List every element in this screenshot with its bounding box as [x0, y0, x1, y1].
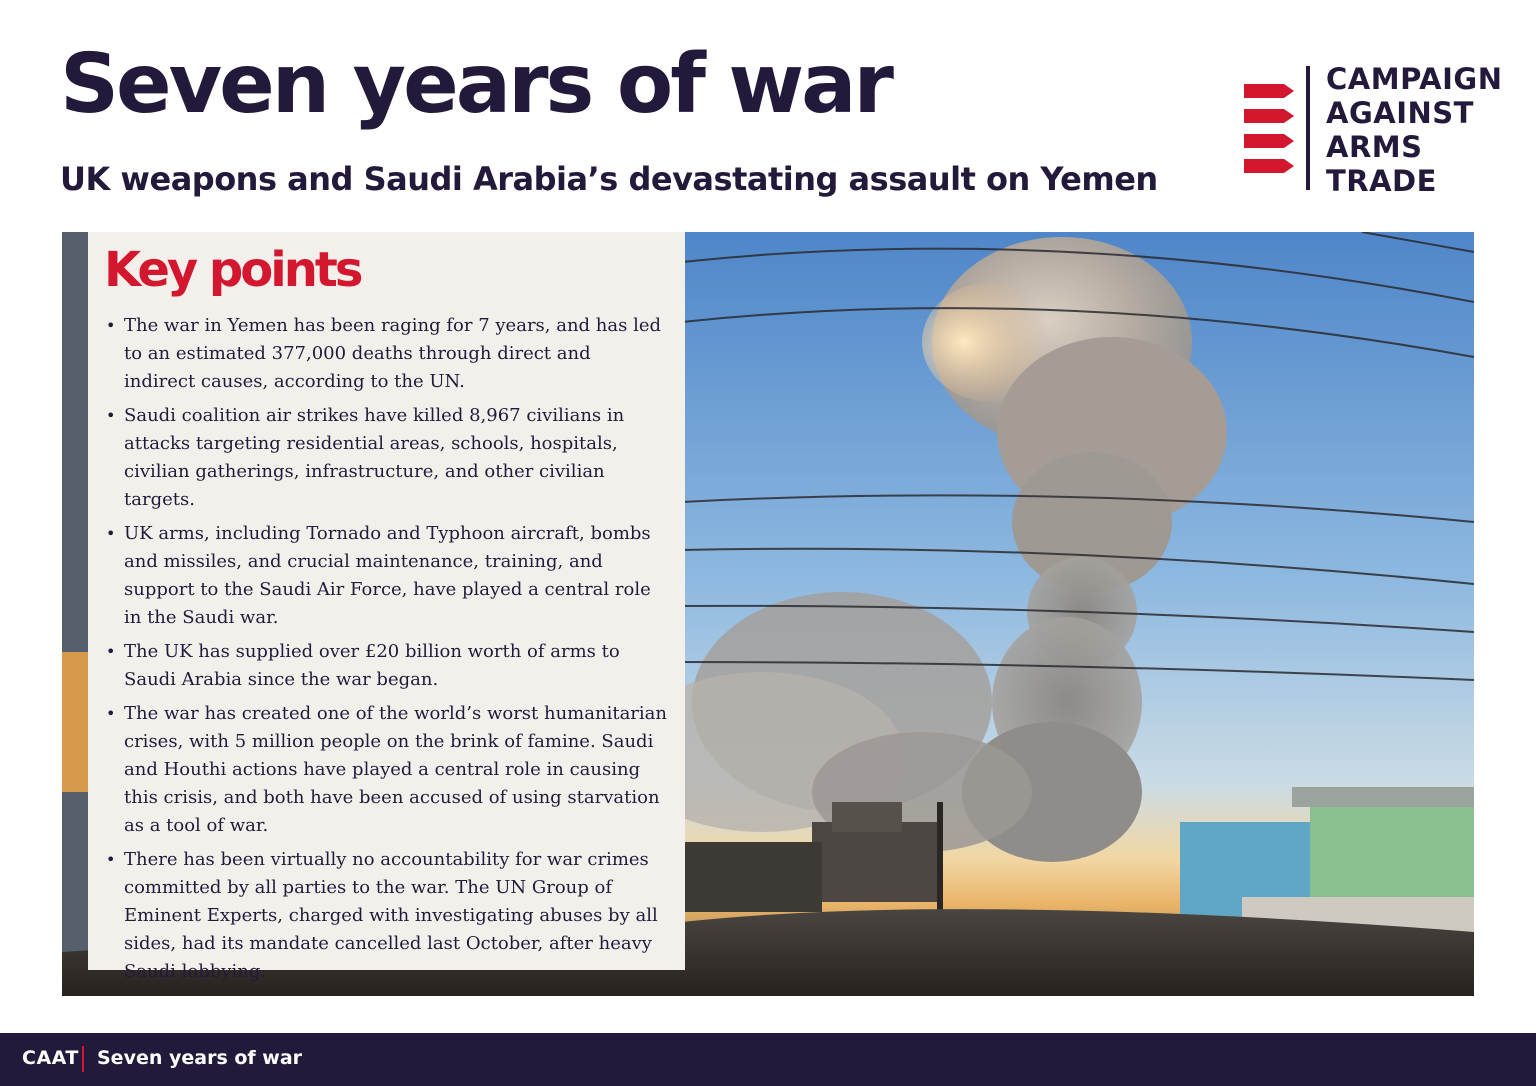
key-point-item: • The war in Yemen has been raging for 7 years, and has led to an estimated 377,000 deaths through direct and indirect causes, according to the UN. — [104, 312, 667, 396]
caat-logo — [1240, 62, 1503, 198]
logo-line-4: TRADE — [1326, 164, 1437, 198]
key-point-item: • The UK has supplied over £20 billion worth of arms to Saudi Arabia since the war began. — [104, 638, 667, 694]
footer-divider — [82, 1046, 84, 1072]
footer-bar — [0, 1033, 1536, 1086]
logo-line-1: CAMPAIGN — [1326, 62, 1503, 96]
key-points-panel — [88, 232, 685, 982]
key-points-list — [104, 312, 667, 986]
key-point-item: • There has been virtually no accountability for war crimes committed by all parties to the war. The UN Group of Eminent Experts, charged with investigating abuses by all sides, had its mandate cancelled last October, after heavy Saudi lobbying. — [104, 846, 667, 986]
logo-stripes-icon — [1244, 84, 1294, 174]
logo-divider — [1306, 66, 1310, 190]
logo-line-3: ARMS — [1326, 130, 1423, 164]
page-title: Seven years of war — [60, 37, 891, 132]
logo-wordmark — [1326, 62, 1503, 198]
key-point-item: • The war has created one of the world’s worst humanitarian crises, with 5 million people on the brink of famine. Saudi and Houthi actions have played a central role in causing this crisis, and both have been accused of using starvation as a tool of war. — [104, 700, 667, 840]
key-point-item: • UK arms, including Tornado and Typhoon aircraft, bombs and missiles, and crucial maintenance, training, and support to the Saudi Air Force, have played a central role in the Saudi war. — [104, 520, 667, 632]
key-points-heading: Key points — [104, 242, 361, 298]
logo-line-2: AGAINST — [1326, 96, 1474, 130]
footer-title: Seven years of war — [97, 1047, 303, 1069]
page-subtitle: UK weapons and Saudi Arabia’s devastating assault on Yemen — [60, 160, 1158, 198]
footer-brand: CAAT — [22, 1047, 79, 1069]
key-point-item: • Saudi coalition air strikes have killed 8,967 civilians in attacks targeting residential areas, schools, hospitals, civilian gatherings, infrastructure, and other civilian targets. — [104, 402, 667, 514]
